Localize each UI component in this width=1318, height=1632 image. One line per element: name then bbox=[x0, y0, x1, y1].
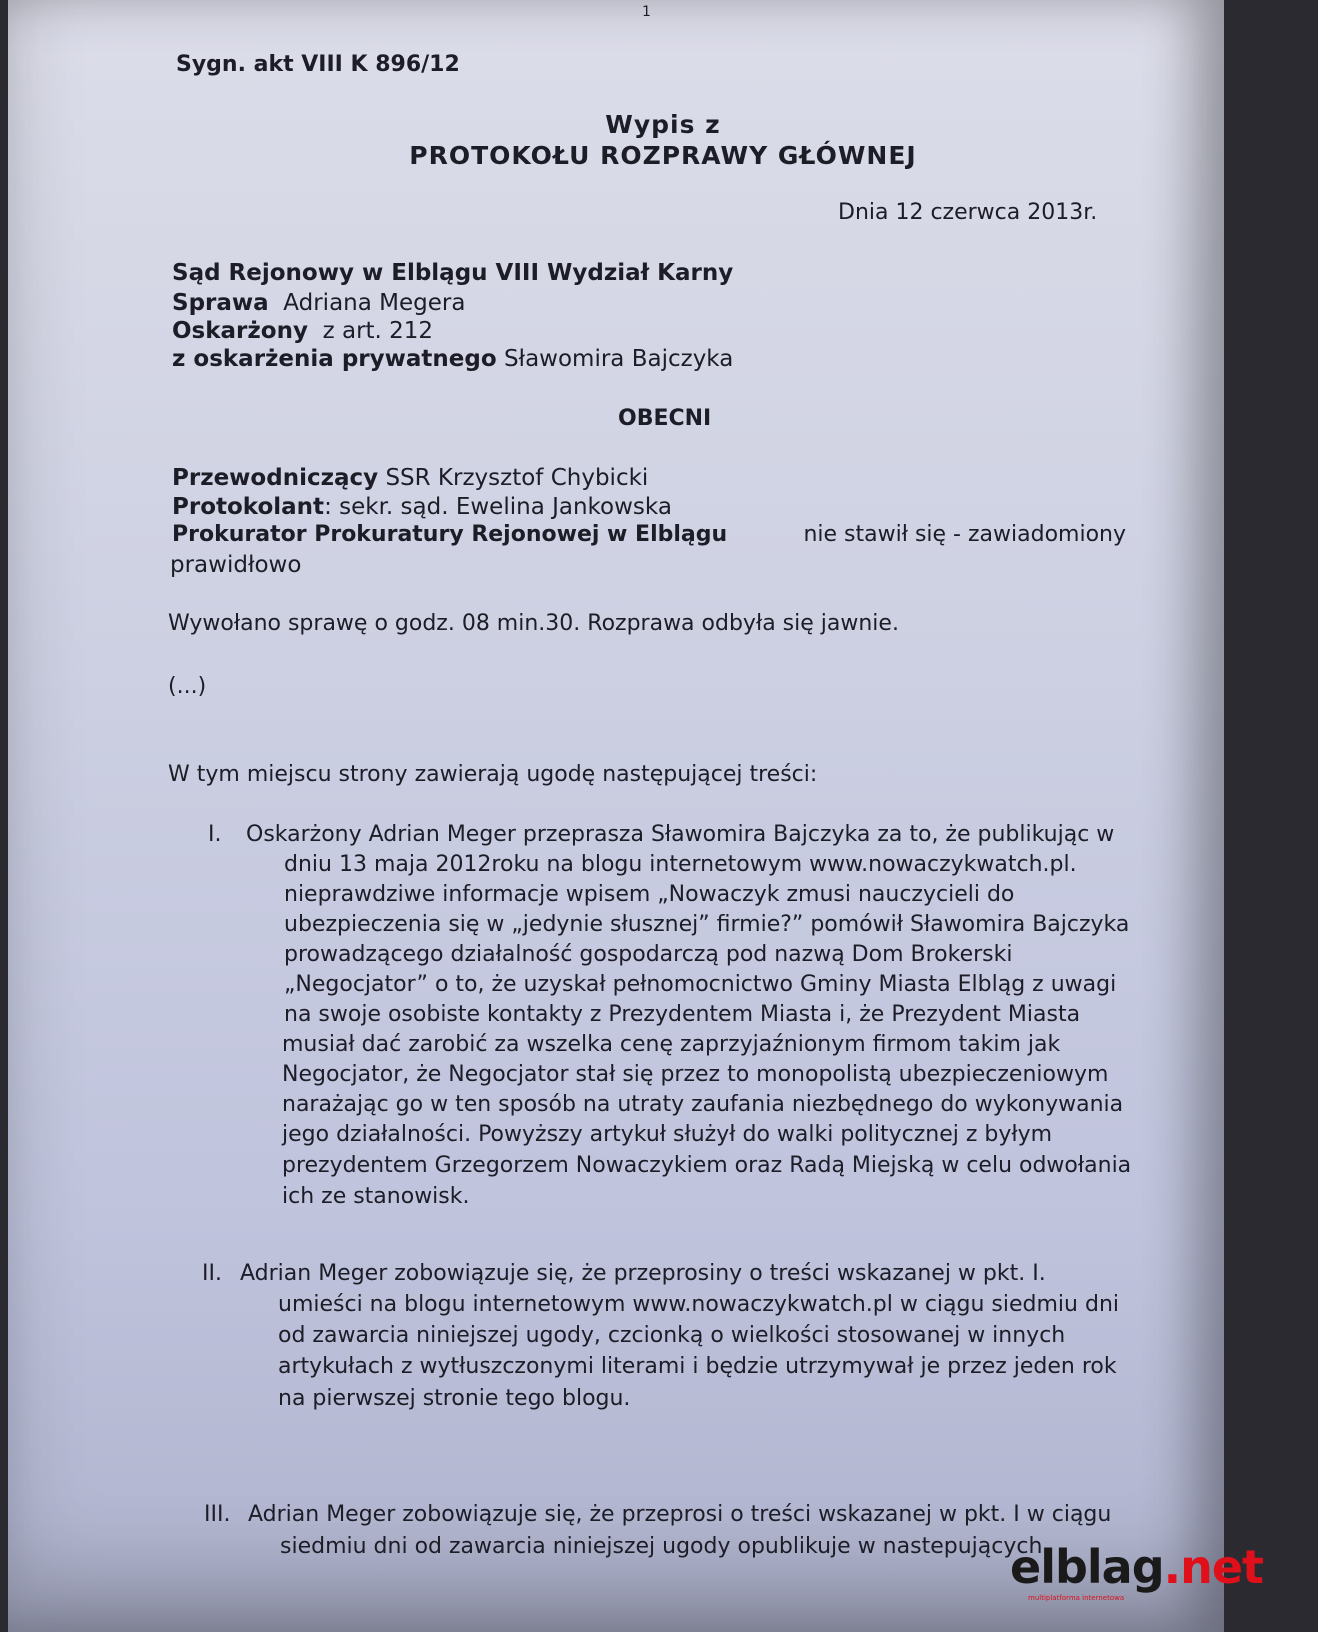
item-line: Adrian Meger zobowiązuje się, że przeprosi o treści wskazanej w pkt. I w ciągu bbox=[248, 1502, 1112, 1527]
item-line: jego działalności. Powyższy artykuł służył do walki politycznej z byłym bbox=[282, 1122, 1053, 1147]
item-line: prezydentem Grzegorzem Nowaczykiem oraz Radą Miejską w celu odwołania bbox=[282, 1153, 1132, 1178]
item-numeral: III. bbox=[204, 1502, 231, 1527]
title-line-1: Wypis z bbox=[605, 110, 721, 139]
item-line: artykułach z wytłuszczonymi literami i będzie utrzymywał je przez jeden rok bbox=[278, 1354, 1117, 1379]
item-line: Negocjator, że Negocjator stał się przez to monopolistą ubezpieczeniowym bbox=[282, 1062, 1109, 1087]
item-line: dniu 13 maja 2012roku na blogu internetowym www.nowaczykwatch.pl. bbox=[284, 852, 1077, 877]
item-line: narażając go w ten sposób na utraty zaufania niezbędnego do wykonywania bbox=[282, 1092, 1124, 1117]
item-line: ubezpieczenia się w „jedynie słusznej” firmie?” pomówił Sławomira Bajczyka bbox=[284, 912, 1130, 937]
case-signature: Sygn. akt VIII K 896/12 bbox=[176, 52, 460, 77]
prosecutor-line: Prokurator Prokuratury Rejonowej w Elblągu nie stawił się - zawiadomiony bbox=[172, 522, 1126, 547]
agreement-intro: W tym miejscu strony zawierają ugodę następującej treści: bbox=[168, 762, 818, 787]
ellipsis: (...) bbox=[168, 674, 207, 699]
watermark-subtitle: multiplatforma internetowa bbox=[1028, 1594, 1125, 1602]
item-line: Adrian Meger zobowiązuje się, że przeprosiny o treści wskazanej w pkt. I. bbox=[240, 1261, 1046, 1286]
page-number: 1 bbox=[642, 4, 651, 20]
clerk-line: Protokolant: sekr. sąd. Ewelina Jankowska bbox=[172, 494, 672, 520]
chair-line: Przewodniczący SSR Krzysztof Chybicki bbox=[172, 465, 649, 491]
item-line: nieprawdziwe informacje wpisem „Nowaczyk zmusi nauczycieli do bbox=[284, 882, 1015, 907]
called-text: Wywołano sprawę o godz. 08 min.30. Rozprawa odbyła się jawnie. bbox=[168, 611, 899, 636]
item-line: umieści na blogu internetowym www.nowaczykwatch.pl w ciągu siedmiu dni bbox=[278, 1292, 1120, 1317]
item-line: na pierwszej stronie tego blogu. bbox=[278, 1386, 631, 1411]
item-line: „Negocjator” o to, że uzyskał pełnomocnictwo Gminy Miasta Elbląg z uwagi bbox=[284, 972, 1117, 997]
title-line-2: PROTOKOŁU ROZPRAWY GŁÓWNEJ bbox=[409, 141, 917, 170]
item-line: Oskarżony Adrian Meger przeprasza Sławomira Bajczyka za to, że publikując w bbox=[246, 822, 1115, 847]
item-line: od zawarcia niniejszej ugody, czcionką o wielkości stosowanej w innych bbox=[278, 1323, 1066, 1348]
case-line: Sprawa Adriana Megera bbox=[172, 290, 466, 316]
item-line: ich ze stanowisk. bbox=[282, 1184, 470, 1209]
document-page bbox=[8, 0, 1224, 1632]
prosecutor-line-2: prawidłowo bbox=[170, 552, 302, 578]
item-line: prowadzącego działalność gospodarczą pod nazwą Dom Brokerski bbox=[284, 942, 1013, 967]
item-line: musiał dać zarobić za wszelka cenę zaprzyjaźnionym firmom takim jak bbox=[282, 1032, 1061, 1057]
prosecution-line: z oskarżenia prywatnego Sławomira Bajczyka bbox=[172, 346, 734, 372]
item-numeral: I. bbox=[208, 822, 222, 847]
court-name: Sąd Rejonowy w Elblągu VIII Wydział Karny bbox=[172, 260, 734, 286]
document-date: Dnia 12 czerwca 2013r. bbox=[838, 200, 1098, 225]
item-numeral: II. bbox=[202, 1261, 222, 1286]
present-heading: OBECNI bbox=[618, 406, 712, 431]
item-line: na swoje osobiste kontakty z Prezydentem Miasta i, że Prezydent Miasta bbox=[284, 1002, 1081, 1027]
item-line: siedmiu dni od zawarcia niniejszej ugody opublikuje w nastepujących bbox=[280, 1534, 1043, 1559]
accused-line: Oskarżony z art. 212 bbox=[172, 318, 434, 344]
watermark-logo: elblag.net bbox=[1010, 1540, 1264, 1594]
